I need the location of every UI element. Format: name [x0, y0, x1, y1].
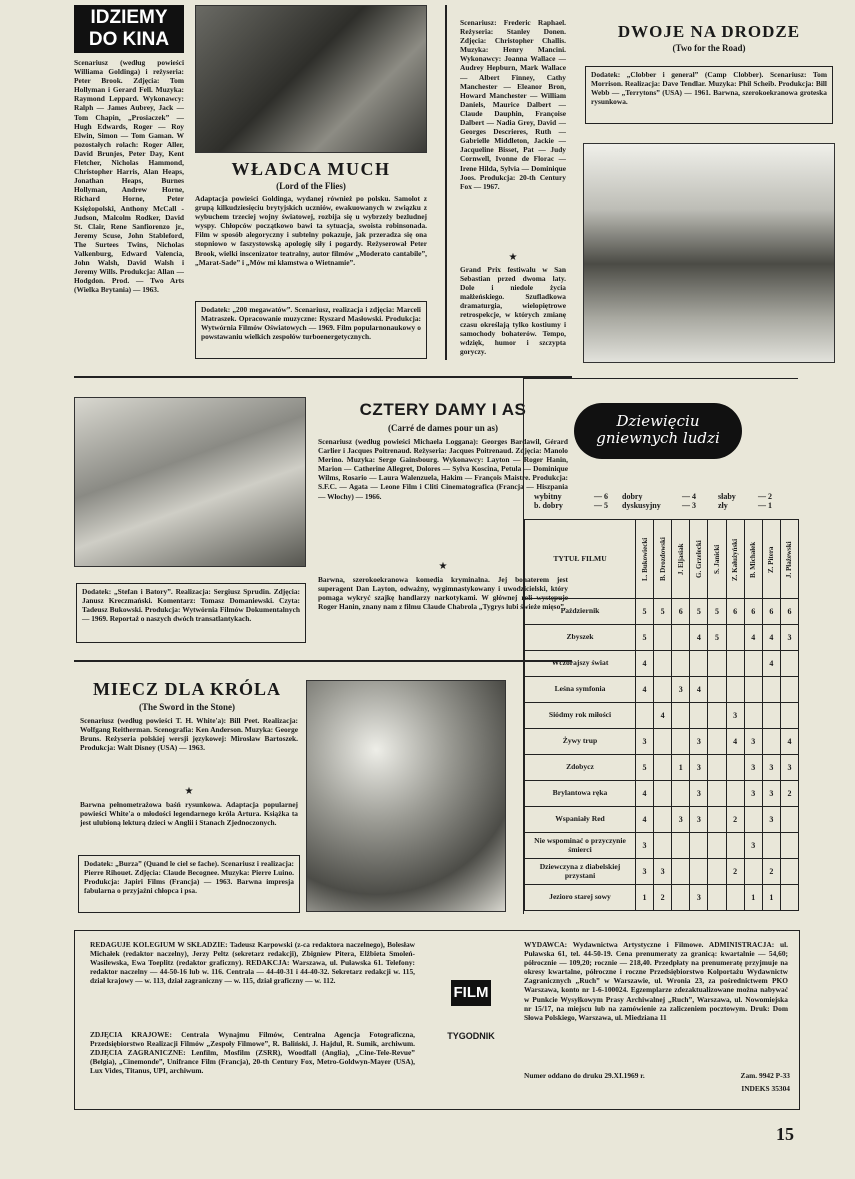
table-row	[525, 677, 799, 703]
dwoje-desc: Grand Prix festiwalu w San Sebastian przed dwoma laty. Dole i niedole życia małżeńskiego. Szufladkowa dramaturgia, wielopiętrowe retrospekcje, w których zmianę czasu określają tylko kostiumy i samochody bohaterów. Tempo, wdzięk, humor i szczypta goryczy.	[460, 265, 566, 356]
miecz-desc: Barwna pełnometrażowa baśń rysunkowa. Adaptacja popularnej powieści White'a o młodości legendarnego króla Artura. Książka ta jest ulubioną lekturą dzieci w Anglii i Stanach Zjednoczonych.	[80, 800, 298, 828]
table-row	[525, 833, 799, 859]
score-cell	[744, 677, 762, 703]
score-cell	[654, 807, 672, 833]
legend-label: słaby	[718, 492, 736, 501]
score-cell: 5	[708, 599, 726, 625]
score-cell: 6	[726, 599, 744, 625]
critic-header: B. Drozdowski	[654, 520, 672, 599]
score-cell	[726, 677, 744, 703]
score-cell	[654, 677, 672, 703]
score-cell: 1	[744, 885, 762, 911]
score-cell	[708, 781, 726, 807]
score-cell	[672, 651, 690, 677]
legend-label: zły	[718, 501, 728, 510]
score-cell	[708, 651, 726, 677]
critic-header: B. Michałek	[744, 520, 762, 599]
film-title-cell: Wspaniały Red	[525, 807, 636, 833]
score-cell	[690, 703, 708, 729]
score-cell	[726, 885, 744, 911]
score-cell: 3	[744, 833, 762, 859]
score-cell: 4	[636, 651, 654, 677]
score-cell: 5	[654, 599, 672, 625]
film-title-cell: Brylantowa ręka	[525, 781, 636, 807]
score-cell	[654, 781, 672, 807]
score-cell: 4	[744, 625, 762, 651]
score-cell	[654, 729, 672, 755]
score-cell	[726, 833, 744, 859]
score-cell	[672, 729, 690, 755]
score-cell	[744, 651, 762, 677]
score-cell: 6	[762, 599, 780, 625]
score-cell: 3	[744, 755, 762, 781]
wladca-credits: Scenariusz (według powieści Williama Goldinga) i reżyseria: Peter Brook. Zdjęcia: Tom Hollyman i Gerard Fell. Muzyka: Raymond Leppard. Wykonawcy: Ralph — James Aubrey, Jack — Tom Chapin, „Prosiaczek” — Hugh Edwards, Roger — Roy Elwin, Simon — Tom Gaman. W pozostałych rolach: Roger Aller, David Brunjes, Peter Day, Kent Fletcher, Nicholas Hammond, Christopher Harris, Alan Heaps, Jonathan Heaps, Burnes Hollyman, Andrew Horne, Richard Horne, Peter Księżopolski, Anthony McCall - Judson, Malcolm Rodker, David St. Clair, Rene Sanfiorenzo jr., Jeremy Scuse, John Stableford, The Surtees Twins, Nicholas Valkenburg, Edward Valencia, John Walsh, David Walsh i Jeremy Wills. Produkcja: Allan — Hodgdon. Prod. — Two Arts (Wielka Brytania) — 1963.	[74, 58, 184, 295]
film-title-cell: Zdobycz	[525, 755, 636, 781]
score-cell	[780, 833, 798, 859]
score-cell	[726, 781, 744, 807]
film-column-header: TYTUŁ FILMU	[525, 520, 636, 599]
score-cell	[780, 885, 798, 911]
score-cell: 2	[780, 781, 798, 807]
section-divider	[74, 376, 572, 378]
score-cell: 3	[690, 807, 708, 833]
score-cell: 4	[654, 703, 672, 729]
score-cell	[780, 859, 798, 885]
table-row	[525, 651, 799, 677]
score-cell	[636, 703, 654, 729]
score-cell: 4	[780, 729, 798, 755]
score-cell: 4	[762, 625, 780, 651]
film-title-cell: Jezioro starej sowy	[525, 885, 636, 911]
legend-label: dobry	[622, 492, 643, 501]
score-cell: 3	[762, 755, 780, 781]
legend-label: dyskusyjny	[622, 501, 661, 510]
legend-value: — 2	[758, 492, 772, 501]
score-cell: 3	[672, 807, 690, 833]
miecz-addon-box: Dodatek: „Burza” (Quand le ciel se fache). Scenariusz i realizacja: Pierre Rihouet. Zdjęcia: Claude Becognee. Muzyka: Pierre Luino. Produkcja: Japiri Films (Francja) — 1963. Barwna impresja fabularna o przyjaźni chłopca i psa.	[78, 855, 300, 913]
score-cell: 3	[672, 677, 690, 703]
score-cell	[708, 885, 726, 911]
two-for-the-road-photo	[583, 143, 835, 363]
footer-oddano: Numer oddano do druku 29.XI.1969 r.	[524, 1071, 645, 1080]
legend-value: — 1	[758, 501, 772, 510]
score-cell	[744, 807, 762, 833]
score-cell	[672, 859, 690, 885]
critic-header: G. Grzelecki	[690, 520, 708, 599]
stefan-addon-box: Dodatek: „Stefan i Batory”. Realizacja: Sergiusz Sprudin. Zdjęcia: Janusz Kreczmański. Komentarz: Tomasz Domaniewski. Czyta: Tadeusz Bukowski. Produkcja: Wytwórnia Filmów Dokumentalnych — 1969. Reportaż o naszych dwóch transatlantykach.	[76, 583, 306, 643]
score-cell	[708, 833, 726, 859]
score-cell: 2	[726, 807, 744, 833]
separator-star: ★	[438, 561, 448, 572]
footer-zam: Zam. 9942 P-33	[740, 1071, 790, 1080]
score-cell: 5	[636, 755, 654, 781]
legend-value: — 6	[594, 492, 608, 501]
ratings-title-badge	[574, 403, 742, 459]
score-cell: 3	[744, 781, 762, 807]
score-cell: 4	[690, 677, 708, 703]
score-cell: 1	[762, 885, 780, 911]
lord-of-the-flies-photo	[195, 5, 427, 153]
score-cell: 6	[744, 599, 762, 625]
score-cell: 4	[636, 677, 654, 703]
score-cell	[708, 729, 726, 755]
score-cell	[690, 859, 708, 885]
ratings-panel	[523, 378, 798, 914]
wladca-title: WŁADCA MUCH	[231, 159, 391, 179]
cztery-desc: Barwna, szerokoekranowa komedia kryminalna. Jej bohaterem jest superagent Dan Layton, odważny, wygimnastykowany i uwodzicielski, który pomaga wykryć szajkę handlarzy narkotykami. W głównej roli występuje Roger Hanin, znany nam z filmu Claude Chabrola „Tygrys lubi świeże mięso”.	[318, 575, 568, 612]
critic-header: J. Płażewski	[780, 520, 798, 599]
score-cell: 1	[636, 885, 654, 911]
film-title-cell: Październik	[525, 599, 636, 625]
score-cell	[708, 677, 726, 703]
film-title-cell: Leśna symfonia	[525, 677, 636, 703]
score-cell: 3	[690, 729, 708, 755]
legend-label: wybitny	[534, 492, 562, 501]
score-cell: 4	[762, 651, 780, 677]
legend-label: b. dobry	[534, 501, 563, 510]
table-row	[525, 859, 799, 885]
legend-value: — 4	[682, 492, 696, 501]
section-logo	[74, 5, 184, 53]
column-divider	[445, 5, 447, 360]
score-cell	[672, 625, 690, 651]
score-cell: 3	[690, 885, 708, 911]
footer-indeks: INDEKS 35304	[741, 1084, 790, 1093]
cztery-title: CZTERY DAMY I AS	[359, 400, 527, 419]
score-cell	[672, 833, 690, 859]
table-row	[525, 729, 799, 755]
page-number: 15	[776, 1124, 794, 1144]
film-logo-text: FILM	[453, 984, 489, 1001]
score-cell: 3	[762, 781, 780, 807]
score-cell: 3	[636, 833, 654, 859]
score-cell	[708, 755, 726, 781]
score-cell: 3	[636, 859, 654, 885]
score-cell	[672, 885, 690, 911]
score-cell	[780, 703, 798, 729]
table-row	[525, 625, 799, 651]
score-cell	[780, 651, 798, 677]
logo-text: IDZIEMY DO KINA	[88, 7, 170, 50]
film-logo	[451, 980, 491, 1006]
table-row	[525, 781, 799, 807]
score-cell	[708, 859, 726, 885]
table-row	[525, 755, 799, 781]
score-cell	[744, 703, 762, 729]
critic-header: Z. Pitera	[762, 520, 780, 599]
film-title-cell: Żywy trup	[525, 729, 636, 755]
score-cell: 3	[744, 729, 762, 755]
score-cell: 1	[672, 755, 690, 781]
score-cell: 6	[780, 599, 798, 625]
table-row	[525, 807, 799, 833]
wladca-addon-box: Dodatek: „200 megawatów”. Scenariusz, realizacja i zdjęcia: Marceli Matraszek. Opracowanie muzyczne: Ryszard Masłowski. Produkcja: Wytwórnia Filmów Oświatowych — 1969. Film popularnonaukowy o powstawaniu wielkich zespołów turboenergetycznych.	[195, 301, 427, 359]
score-cell	[672, 781, 690, 807]
legend-value: — 3	[682, 501, 696, 510]
score-cell: 5	[636, 625, 654, 651]
score-cell: 3	[654, 859, 672, 885]
score-cell	[654, 833, 672, 859]
critic-header: J. Eljasiak	[672, 520, 690, 599]
score-cell	[726, 755, 744, 781]
score-cell	[654, 625, 672, 651]
dwoje-title: DWOJE NA DRODZE	[617, 22, 801, 41]
score-cell	[762, 703, 780, 729]
critic-header: L. Bukowiecki	[636, 520, 654, 599]
cztery-subtitle: (Carré de dames pour un as)	[387, 423, 499, 433]
footer-wydawca: WYDAWCA: Wydawnictwa Artystyczne i Filmowe. ADMINISTRACJA: ul. Puławska 61, tel. 44-50-19. Cena prenumeraty za granicą: kwartalnie — 54,60; półrocznie — 109,20; rocznie — 218,40. Przedpłaty na prenumeratę przyjmuje na okresy kwartalne, półroczne i roczne Przedsiębiorstwo Kolportażu Wydawnictw Zagranicznych „Ruch” w Warszawie, ul. Wronia 23, za pośrednictwem PKO Warszawa, konto nr 1-6-100024. Egzemplarze zdezaktualizowane można nabywać w Punkcie Wysyłkowym Prasy Archiwalnej „Ruch”, Warszawa, ul. Nowomiejska nr 15/17, na miejscu lub na zamówienie za zaliczeniem pocztowym. Druk: Dom Słowa Polskiego, Warszawa, ul. Miedziana 11	[524, 940, 788, 1022]
score-cell: 5	[636, 599, 654, 625]
separator-star: ★	[184, 786, 194, 797]
score-cell	[708, 703, 726, 729]
film-logo-sub: TYGODNIK	[447, 1031, 495, 1041]
score-cell: 3	[690, 781, 708, 807]
film-title-cell: Dziewczyna z diabelskiej przystani	[525, 859, 636, 885]
section-divider	[74, 660, 572, 662]
table-row	[525, 885, 799, 911]
score-cell: 3	[780, 755, 798, 781]
score-cell	[654, 651, 672, 677]
miecz-title: MIECZ DLA KRÓLA	[92, 679, 282, 699]
score-cell	[726, 651, 744, 677]
score-cell	[654, 755, 672, 781]
miecz-subtitle: (The Sword in the Stone)	[138, 702, 235, 712]
wladca-desc: Adaptacja powieści Goldinga, wydanej również po polsku. Samolot z grupą kilkudziesięciu brytyjskich uczniów, ewakuowanych w związku z wybuchem trzeciej wojny światowej, rozbija się u wybrzeży bezludnej wyspy. Chłopców początkowo bawi ta sytuacja, swoista robinsonada. Film w sposób alegoryczny i subtelny pokazuje, jak przeradza się ona stopniowo w faszystowską apologię siły i pogardy. Reżyserował Peter Brook, wielki inscenizator teatralny, autor filmów „Moderato cantabile”, „Marat-Sade” i „Mów mi kłamstwa o Wietnamie”.	[195, 194, 427, 267]
score-cell	[690, 833, 708, 859]
score-cell: 3	[780, 625, 798, 651]
footer-zdjecia: ZDJĘCIA KRAJOWE: Centrala Wynajmu Filmów, Centralna Agencja Fotograficzna, Przedsiębiorstwo Realizacji Filmów „Zespoły Filmowe”, R. Baliński, J. Hajdul, R. Sumik, archiwum. ZDJĘCIA ZAGRANICZNE: Lenfilm, Mosfilm (ZSRR), Woodfall (Anglia), „Cine-Tele-Revue” (Belgia), „Cinemonde”, Unifrance Film (Francja), 20-th Century Fox, Metro-Goldwyn-Mayer (USA), Lux Vides, Titanus, UPI, archiwum.	[90, 1030, 415, 1076]
separator-star: ★	[508, 252, 518, 263]
footer-redakcja: REDAGUJE KOLEGIUM W SKŁADZIE: Tadeusz Karpowski (z-ca redaktora naczelnego), Bolesław Michałek (redaktor naczelny), Jerzy Peltz (sekretarz redakcji), Zbigniew Pitera, Elżbieta Smoleń-Wasilewska, Ewa Toeplitz (redaktor graficzny). REDAKCJA: Warszawa, ul. Puławska 61. Telefony: redaktor naczelny — 44-50-16 lub w. 116. Centrala — 44-40-31 i 44-40-32. Sekretarz redakcji w. 115, dział krajowy — w. 113, dział zagraniczny — w. 115, dział graficzny — w. 112.	[90, 940, 415, 986]
miecz-credits: Scenariusz (według powieści T. H. White'a): Bill Peet. Realizacja: Wolfgang Reitherman. Scenografia: Ken Anderson. Muzyka: George Bruns. Reżyseria polskiej wersji językowej: Mirosław Bartoszek. Produkcja: Walt Disney (USA) — 1963.	[80, 716, 298, 753]
score-cell	[726, 625, 744, 651]
film-title-cell: Siódmy rok miłości	[525, 703, 636, 729]
score-cell: 3	[690, 755, 708, 781]
critic-header: S. Janicki	[708, 520, 726, 599]
film-title-cell: Nie wspominać o przyczynie śmierci	[525, 833, 636, 859]
legend-value: — 5	[594, 501, 608, 510]
table-row	[525, 599, 799, 625]
sword-in-the-stone-photo	[306, 680, 506, 912]
dwoje-subtitle: (Two for the Road)	[672, 43, 746, 53]
table-row	[525, 703, 799, 729]
score-cell	[762, 677, 780, 703]
critic-header: Z. Kałużyński	[726, 520, 744, 599]
score-cell: 4	[726, 729, 744, 755]
score-cell	[762, 729, 780, 755]
wladca-subtitle: (Lord of the Flies)	[276, 181, 346, 191]
score-cell	[690, 651, 708, 677]
score-cell: 5	[708, 625, 726, 651]
score-cell	[672, 703, 690, 729]
ratings-title: Dziewięciu gniewnych ludzi	[596, 412, 720, 447]
score-cell: 4	[636, 781, 654, 807]
score-cell: 2	[726, 859, 744, 885]
score-cell: 2	[762, 859, 780, 885]
score-cell: 6	[672, 599, 690, 625]
score-cell: 4	[636, 807, 654, 833]
score-cell	[762, 833, 780, 859]
film-title-cell: Wczorajszy świat	[525, 651, 636, 677]
film-title-cell: Zbyszek	[525, 625, 636, 651]
ratings-legend	[534, 492, 794, 510]
score-cell: 3	[636, 729, 654, 755]
dwoje-credits: Scenariusz: Frederic Raphael. Reżyseria: Stanley Donen. Zdjęcia: Christopher Challis. Muzyka: Henry Mancini. Wykonawcy: Joanna Wallace — Audrey Hepburn, Mark Wallace — Albert Finney, Cathy Manchester — Eleanor Bron, Howard Manchester — William Daniels, Maurice Dalbert — Claude Dauphin, Françoise Dalbert — Nadia Grey, David — Georges Descrieres, Ruth — Gabrielle Middleton, Jackie — Jacqueline Bisset, Pat — Judy Cornwell, Ivonne de Florac — Irene Hilda, Sylvia — Dominique Joos. Produkcja: 20-th Century Fox — 1967.	[460, 18, 566, 191]
score-cell: 5	[690, 599, 708, 625]
cztery-credits: Scenariusz (według powieści Michaela Loggana): Georges Bardawil, Gérard Carlier i Jacques Poitrenaud. Reżyseria: Jacques Poitrenaud. Zdjęcia: Manolo Merino. Muzyka: Serge Gainsbourg. Wykonawcy: Layton — Roger Hanin, Marion — Catherine Allegret, Dolores — Sylva Koscina, Petula — Dominique Wilms, Rosario — Laura Walenzuela, Hakim — François Maistre. Produkcja: S.F.C. — Agata — Leone Film i Cliti Cinematografica (Francja — Hiszpania — Włochy) — 1966.	[318, 437, 568, 501]
score-cell: 2	[654, 885, 672, 911]
score-cell	[780, 807, 798, 833]
cztery-damy-photo	[74, 397, 306, 567]
score-cell: 4	[690, 625, 708, 651]
score-cell: 3	[726, 703, 744, 729]
dwoje-addon-box: Dodatek: „Clobber i general” (Camp Clobber). Scenariusz: Tom Morrison. Realizacja: Dave Tendlar. Muzyka: Phil Scheib. Produkcja: Bill Webb — „Terrytons” (USA) — 1961. Barwna, szerokoekranowa groteska rysunkowa.	[585, 66, 833, 124]
score-cell	[780, 677, 798, 703]
score-cell: 3	[762, 807, 780, 833]
ratings-table	[524, 519, 799, 911]
score-cell	[744, 859, 762, 885]
score-cell	[708, 807, 726, 833]
